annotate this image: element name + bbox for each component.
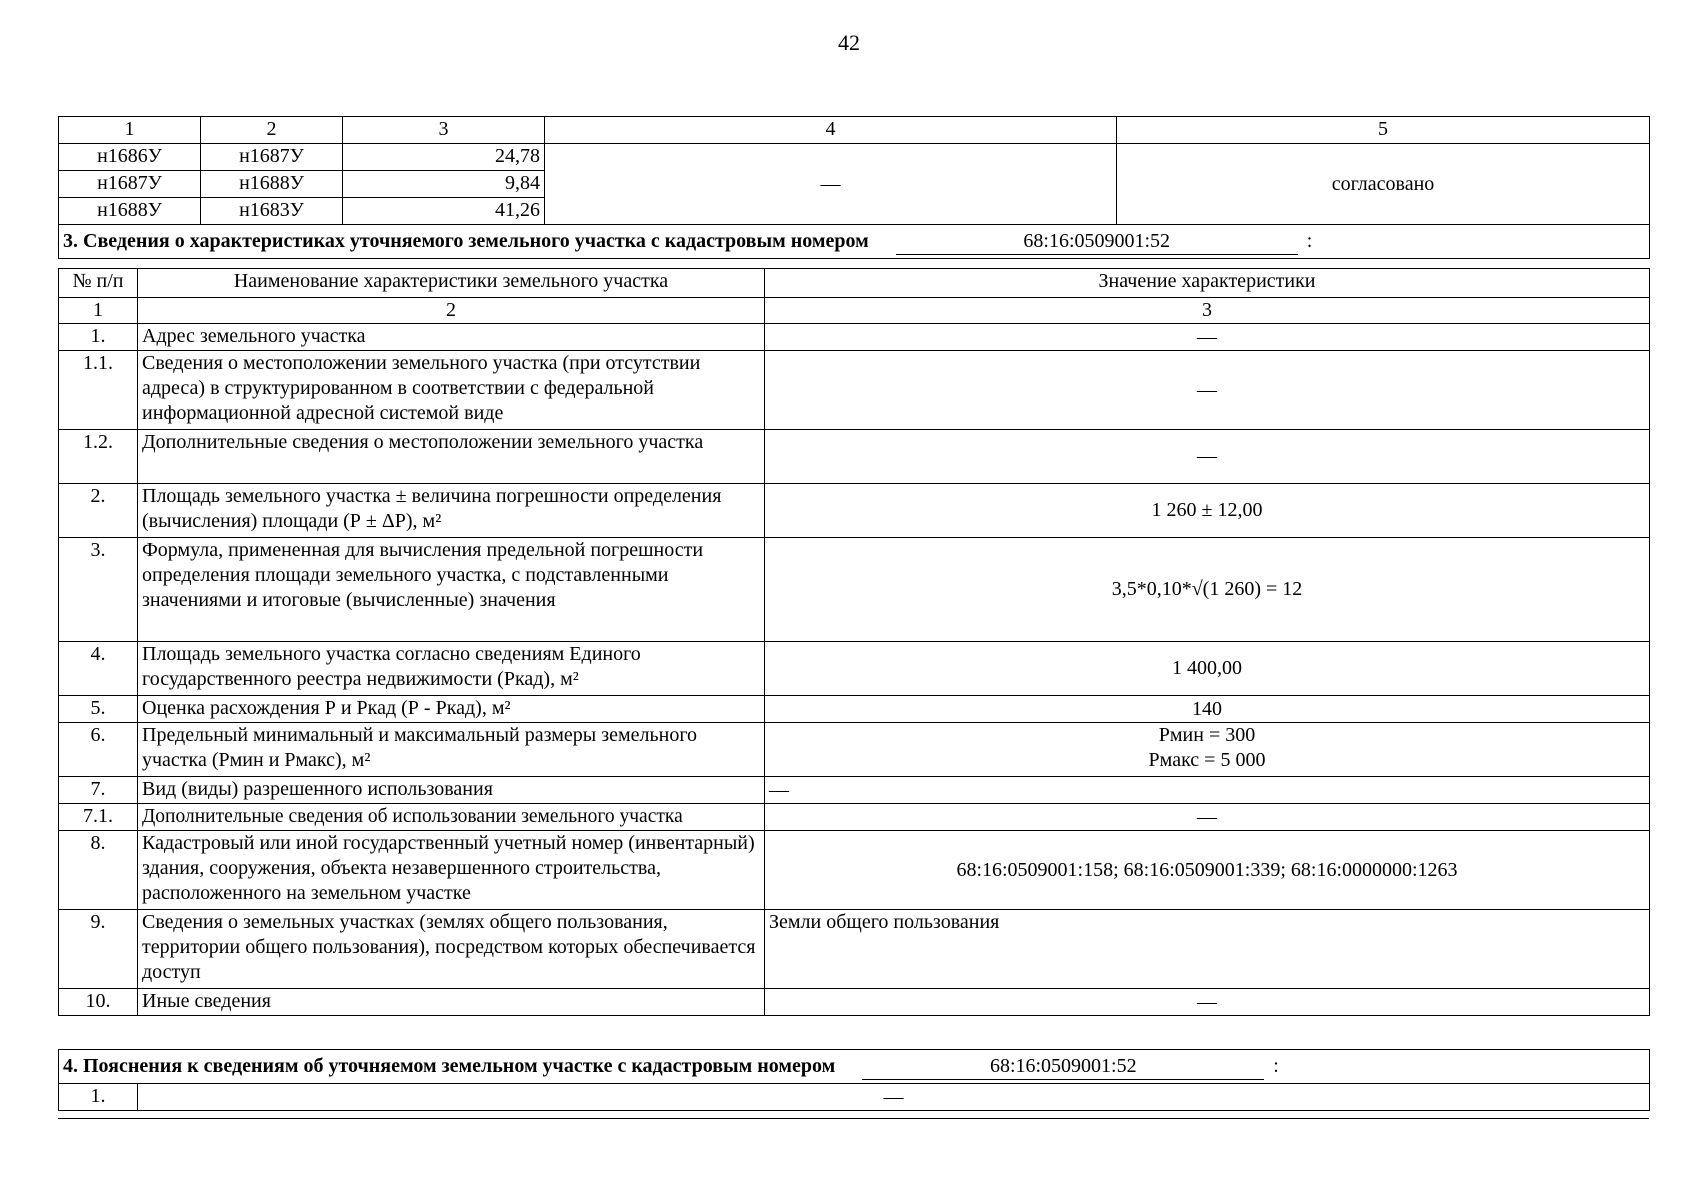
- table-index-row: [59, 298, 1650, 324]
- row-number: 4.: [59, 642, 138, 696]
- point-to: н1687У: [201, 144, 343, 171]
- characteristic-value: —: [765, 989, 1650, 1016]
- table-header-row: [59, 117, 1650, 144]
- characteristic-value: —: [765, 804, 1650, 831]
- characteristic-value: —: [765, 777, 1650, 804]
- characteristic-name: Вид (виды) разрешенного использования: [138, 777, 765, 804]
- table-row: [59, 777, 1650, 804]
- characteristic-value-cell: [765, 723, 1650, 777]
- table-row: [59, 484, 1650, 538]
- row-number: 7.1.: [59, 804, 138, 831]
- characteristic-value: 3,5*0,10*√(1 260) = 12: [765, 538, 1650, 642]
- table-row: [59, 144, 1650, 171]
- section4-heading: [59, 1050, 1650, 1084]
- section4-cadastral-number: 68:16:0509001:52: [862, 1054, 1264, 1080]
- table-header-cell: Наименование характеристики земельного участка: [138, 269, 765, 298]
- characteristic-value: 140: [765, 696, 1650, 723]
- characteristic-value: Земли общего пользования: [765, 910, 1650, 989]
- row-number: 9.: [59, 910, 138, 989]
- section3-title: 3. Сведения о характеристиках уточняемого земельного участка с кадастровым номером: [63, 229, 869, 252]
- section4-title: 4. Пояснения к сведениям об уточняемом земельном участке с кадастровым номером: [63, 1054, 836, 1077]
- point-from: н1686У: [59, 144, 201, 171]
- table-row: [59, 430, 1650, 484]
- point-from: н1687У: [59, 171, 201, 198]
- characteristic-name: Адрес земельного участка: [138, 324, 765, 351]
- row-number: 3.: [59, 538, 138, 642]
- characteristic-value: 1 260 ± 12,00: [765, 484, 1650, 538]
- table-bottom-border: [58, 1118, 1649, 1119]
- characteristic-value: —: [765, 351, 1650, 430]
- table-row: [59, 696, 1650, 723]
- boundary-table: [58, 116, 1650, 259]
- characteristic-name: Площадь земельного участка ± величина погрешности определения (вычисления) площади (Р ± ΔР), м²: [138, 484, 765, 538]
- characteristic-name: Оценка расхождения Р и Ркад (Р - Ркад), м²: [138, 696, 765, 723]
- characteristic-name: Формула, примененная для вычисления предельной погрешности определения площади земельного участка, с подставленными значениями и итоговые (вычисленные) значения: [138, 538, 765, 642]
- section3-cadastral-number: 68:16:0509001:52: [896, 229, 1298, 255]
- max-size-value: Рмакс = 5 000: [1148, 749, 1266, 771]
- distance-value: 9,84: [343, 171, 545, 198]
- table-header-cell: 5: [1117, 117, 1650, 144]
- table-index-cell: 2: [138, 298, 765, 324]
- table-index-cell: 1: [59, 298, 138, 324]
- row-number: 1.1.: [59, 351, 138, 430]
- table-row: [59, 910, 1650, 989]
- characteristic-name: Дополнительные сведения об использовании земельного участка: [138, 804, 765, 831]
- table-row: [59, 804, 1650, 831]
- row-number: 5.: [59, 696, 138, 723]
- table-row: [59, 723, 1650, 777]
- point-from: н1688У: [59, 198, 201, 225]
- section4-colon: :: [1273, 1054, 1279, 1077]
- table-header-cell: 1: [59, 117, 201, 144]
- table-row: [59, 538, 1650, 642]
- table-row: [59, 831, 1650, 910]
- section3-colon: :: [1306, 229, 1313, 252]
- characteristic-value: —: [765, 324, 1650, 351]
- row-number: 8.: [59, 831, 138, 910]
- table-header-cell: 2: [201, 117, 343, 144]
- distance-value: 41,26: [343, 198, 545, 225]
- characteristic-name: Площадь земельного участка согласно сведениям Единого государственного реестра недвижимости (Ркад), м²: [138, 642, 765, 696]
- col4-value: —: [545, 144, 1117, 225]
- page-number: 42: [838, 30, 860, 55]
- agreement-status: согласовано: [1117, 144, 1650, 225]
- point-to: н1688У: [201, 171, 343, 198]
- explanations-table: [58, 1049, 1650, 1111]
- table-header-row: [59, 269, 1650, 298]
- point-to: н1683У: [201, 198, 343, 225]
- table-header-cell: Значение характеристики: [765, 269, 1650, 298]
- characteristic-value: 1 400,00: [765, 642, 1650, 696]
- table-index-cell: 3: [765, 298, 1650, 324]
- section-heading-row: [59, 225, 1650, 259]
- table-header-cell: № п/п: [59, 269, 138, 298]
- table-row: [59, 642, 1650, 696]
- row-number: 2.: [59, 484, 138, 538]
- characteristic-value: 68:16:0509001:158; 68:16:0509001:339; 68:16:0000000:1263: [765, 831, 1650, 910]
- section-heading-row: [59, 1050, 1650, 1084]
- table-header-cell: 4: [545, 117, 1117, 144]
- row-number: 1.: [59, 1084, 138, 1111]
- table-row: [59, 351, 1650, 430]
- characteristic-name: Сведения о земельных участках (землях общего пользования, территории общего пользования), посредством которых обеспечивается доступ: [138, 910, 765, 989]
- characteristic-name: Дополнительные сведения о местоположении земельного участка: [138, 430, 765, 484]
- characteristic-value: —: [765, 430, 1650, 484]
- characteristic-name: Сведения о местоположении земельного участка (при отсутствии адреса) в структурированном в соответствии с федеральной информационной адресной системой виде: [138, 351, 765, 430]
- characteristic-name: Кадастровый или иной государственный учетный номер (инвентарный) здания, сооружения, объекта незавершенного строительства, расположенного на земельном участке: [138, 831, 765, 910]
- characteristic-name: Иные сведения: [138, 989, 765, 1016]
- row-number: 10.: [59, 989, 138, 1016]
- table-row: [59, 1084, 1650, 1111]
- table-header-cell: 3: [343, 117, 545, 144]
- row-number: 7.: [59, 777, 138, 804]
- min-size-value: Рмин = 300: [1158, 724, 1256, 746]
- table-row: [59, 989, 1650, 1016]
- characteristic-name: Предельный минимальный и максимальный размеры земельного участка (Рмин и Рмакс), м²: [138, 723, 765, 777]
- distance-value: 24,78: [343, 144, 545, 171]
- row-number: 6.: [59, 723, 138, 777]
- section3-heading: [59, 225, 1650, 259]
- explanation-value: —: [138, 1084, 1650, 1111]
- characteristics-table: [58, 268, 1650, 1016]
- row-number: 1.: [59, 324, 138, 351]
- table-row: [59, 324, 1650, 351]
- row-number: 1.2.: [59, 430, 138, 484]
